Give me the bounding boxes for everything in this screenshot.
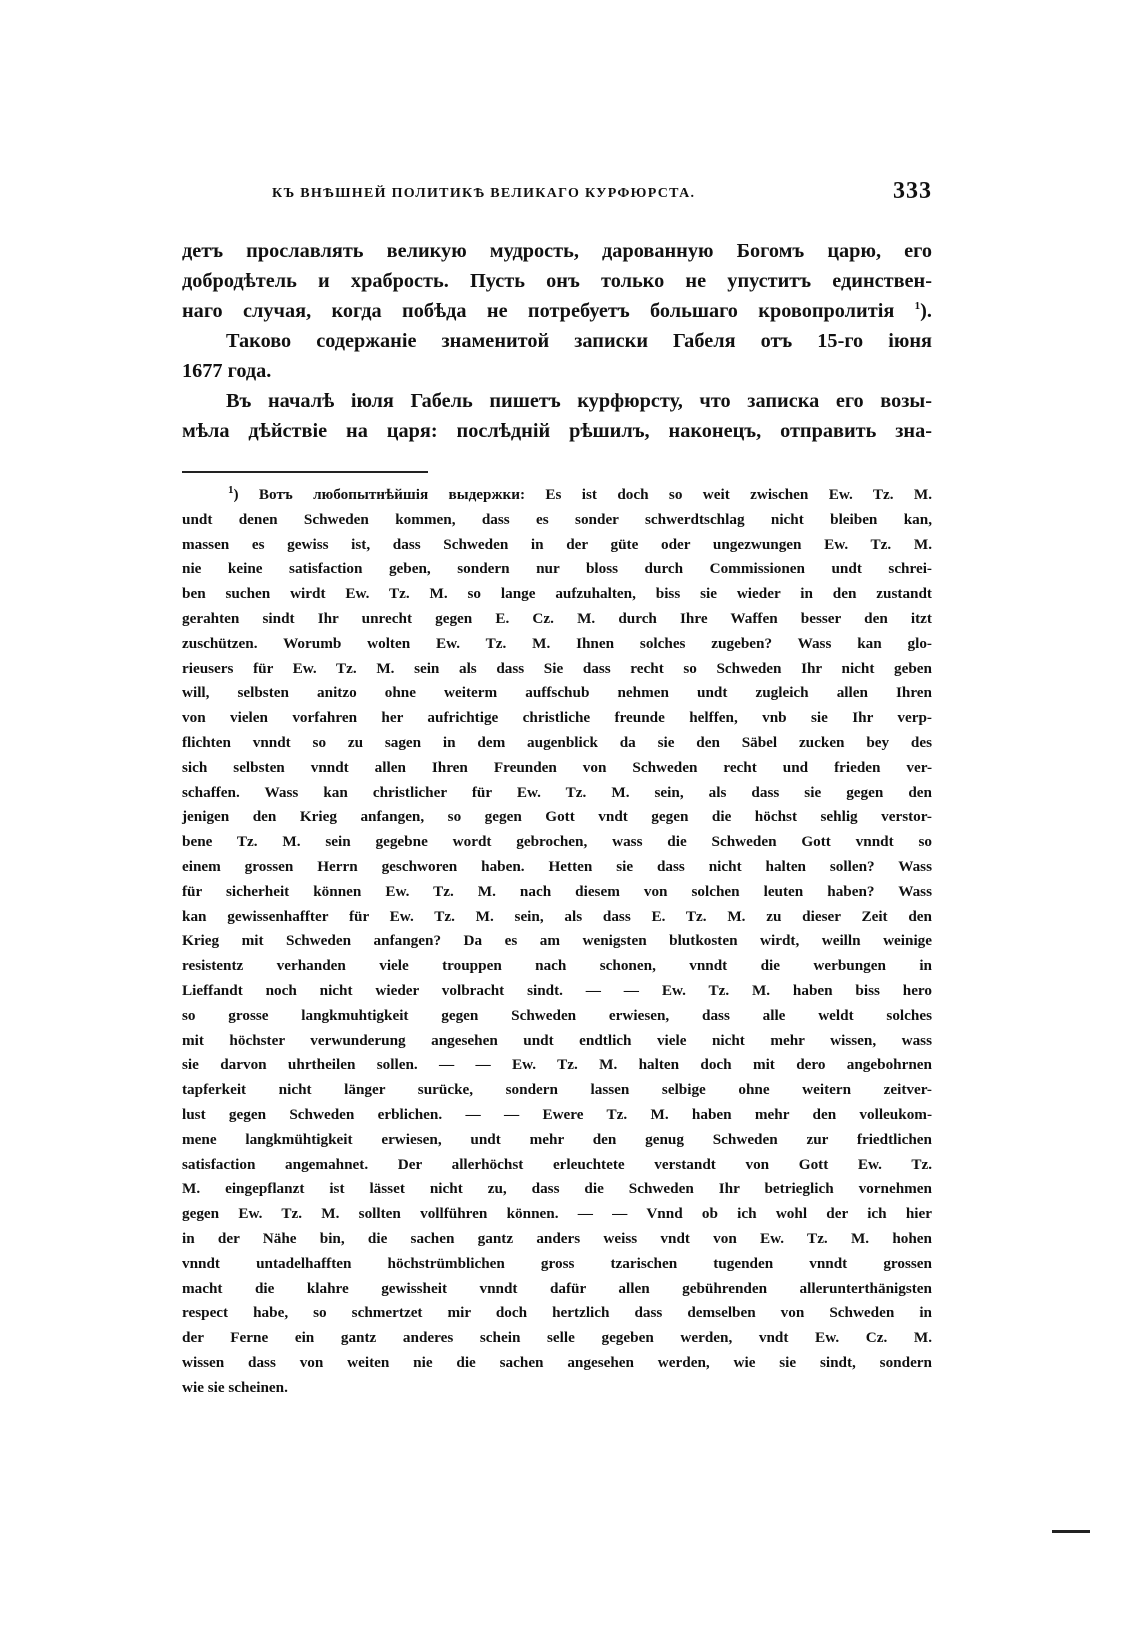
running-title: КЪ ВНѢШНЕЙ ПОЛИТИКѢ ВЕЛИКАГО КУРФЮРСТА.	[272, 186, 696, 201]
footnote-line: der Ferne ein gantz anderes schein selle gegeben werden, vndt Ew. Cz. M.	[182, 1329, 932, 1347]
footnote-line: mene langkmühtigkeit erwiesen, undt mehr den genug Schweden zur friedtlichen	[182, 1130, 932, 1148]
footnote-line: gerahten sindt Ihr unrecht gegen E. Cz. M. durch Ihre Waffen besser den itzt	[182, 609, 932, 627]
footnote-line: so grosse langkmuhtigkeit gegen Schweden erwiesen, dass alle weldt solches	[182, 1006, 932, 1024]
footnote-line: mit höchster verwunderung angesehen undt endtlich viele nicht mehr wissen, wass	[182, 1031, 932, 1049]
text-line	[182, 296, 932, 326]
footnote-line: wissen dass von weiten nie die sachen angesehen werden, wie sie sindt, sondern	[182, 1353, 932, 1371]
footnote-line: Krieg mit Schweden anfangen? Da es am wenigsten blutkosten wirdt, weilln weinige	[182, 932, 932, 950]
text-line: добродѣтель и храбрость. Пусть онъ только не упуститъ единствен-	[182, 270, 932, 292]
footnote-line: einem grossen Herrn geschworen haben. Hetten sie dass nicht halten sollen? Wass	[182, 857, 932, 875]
text-line: мѣла дѣйствіе на царя: послѣдній рѣшилъ, наконецъ, отправить зна-	[182, 420, 932, 442]
footnote-line: bene Tz. M. sein gegebne wordt gebrochen, wass die Schweden Gott vnndt so	[182, 833, 932, 851]
footnote-line: massen es gewiss ist, dass Schweden in der güte oder ungezwungen Ew. Tz. M.	[182, 535, 932, 553]
footnote-line	[182, 483, 932, 508]
footnote-line: M. eingepflanzt ist lässet nicht zu, dass die Schweden Ihr betrieglich vornehmen	[182, 1180, 932, 1198]
main-text	[182, 236, 932, 446]
footnote-line: Lieffandt noch nicht wieder volbracht sindt. — — Ew. Tz. M. haben biss hero	[182, 981, 932, 999]
footnote-line: resistentz verhanden viele trouppen nach schonen, vnndt die werbungen in	[182, 957, 932, 975]
running-head	[180, 178, 932, 208]
footnote-line: nie keine satisfaction geben, sondern nur bloss durch Commissionen undt schrei-	[182, 560, 932, 578]
footnote-line: jenigen den Krieg anfangen, so gegen Gott vndt gegen die höchst sehlig verstor-	[182, 808, 932, 826]
footnote-line: wie sie scheinen.	[182, 1378, 288, 1396]
footnote-separator	[182, 471, 428, 473]
footnote-line: kan gewissenhaffter für Ew. Tz. M. sein, als dass E. Tz. M. zu dieser Zeit den	[182, 907, 932, 925]
footnote-line: flichten vnndt so zu sagen in dem augenblick da sie den Säbel zucken bey des	[182, 733, 932, 751]
text-line: Таково содержаніе знаменитой записки Габеля отъ 15-го іюня	[226, 330, 932, 352]
footnote-line: will, selbsten anitzo ohne weiterm auffschub nehmen undt zugleich allen Ihren	[182, 684, 932, 702]
footnote-line: ben suchen wirdt Ew. Tz. M. so lange aufzuhalten, biss sie wieder in den zustandt	[182, 585, 932, 603]
footnote-line: zuschützen. Worumb wolten Ew. Tz. M. Ihnen solches zugeben? Wass kan glo-	[182, 634, 932, 652]
footnote-line: satisfaction angemahnet. Der allerhöchst erleuchtete verstandt von Gott Ew. Tz.	[182, 1155, 932, 1173]
text-line: детъ прославлять великую мудрость, дарованную Богомъ царю, его	[182, 240, 932, 262]
footnote-line-text: ) Вотъ любопытнѣйшія выдержки: Es ist doch so weit zwischen Ew. Tz. M.	[233, 486, 932, 503]
footnote-line: gegen Ew. Tz. M. sollten vollführen können. — — Vnnd ob ich wohl der ich hier	[182, 1205, 932, 1223]
text-line: Въ началѣ іюля Габель пишетъ курфюрсту, что записка его возы-	[226, 390, 932, 412]
footnote-line: respect habe, so schmertzet mir doch hertzlich dass demselben von Schweden in	[182, 1304, 932, 1322]
footnote-line: lust gegen Schweden erblichen. — — Ewere Tz. M. haben mehr den volleukom-	[182, 1105, 932, 1123]
footnote-line: sie darvon uhrtheilen sollen. — — Ew. Tz. M. halten doch mit dero angebohrnen	[182, 1056, 932, 1074]
footnote	[182, 483, 932, 1400]
footnote-line: von vielen vorfahren her aufrichtige christliche freunde helffen, vnb sie Ihr verp-	[182, 709, 932, 727]
footnote-line: vnndt untadelhafften höchstrümblichen gross tzarischen tugenden vnndt grossen	[182, 1254, 932, 1272]
footnote-line: rieusers für Ew. Tz. M. sein als dass Sie dass recht so Schweden Ihr nicht geben	[182, 659, 932, 677]
footnote-line: tapferkeit nicht länger surücke, sondern lassen selbige ohne weitern zeitver-	[182, 1081, 932, 1099]
text-line-tail: ).	[920, 300, 932, 322]
footnote-line: sich selbsten vnndt allen Ihren Freunden von Schweden recht und frieden ver-	[182, 758, 932, 776]
footnote-marker: 1	[228, 483, 234, 496]
text-line-content: наго случая, когда побѣда не потребуетъ большаго кровопролитія	[182, 300, 895, 322]
footnote-line: schaffen. Wass kan christlicher für Ew. Tz. M. sein, als dass sie gegen den	[182, 783, 932, 801]
page-number: 333	[893, 178, 932, 204]
footnote-reference: 1	[914, 300, 921, 313]
footnote-line: für sicherheit können Ew. Tz. M. nach diesem von solchen leuten haben? Wass	[182, 882, 932, 900]
footnote-line: in der Nähe bin, die sachen gantz anders weiss vndt von Ew. Tz. M. hohen	[182, 1229, 932, 1247]
text-line: 1677 года.	[182, 360, 272, 382]
margin-mark	[1052, 1530, 1090, 1533]
footnote-line: undt denen Schweden kommen, dass es sonder schwerdtschlag nicht bleiben kan,	[182, 510, 932, 528]
footnote-line: macht die klahre gewissheit vnndt dafür allen gebührenden allerunterthänigsten	[182, 1279, 932, 1297]
